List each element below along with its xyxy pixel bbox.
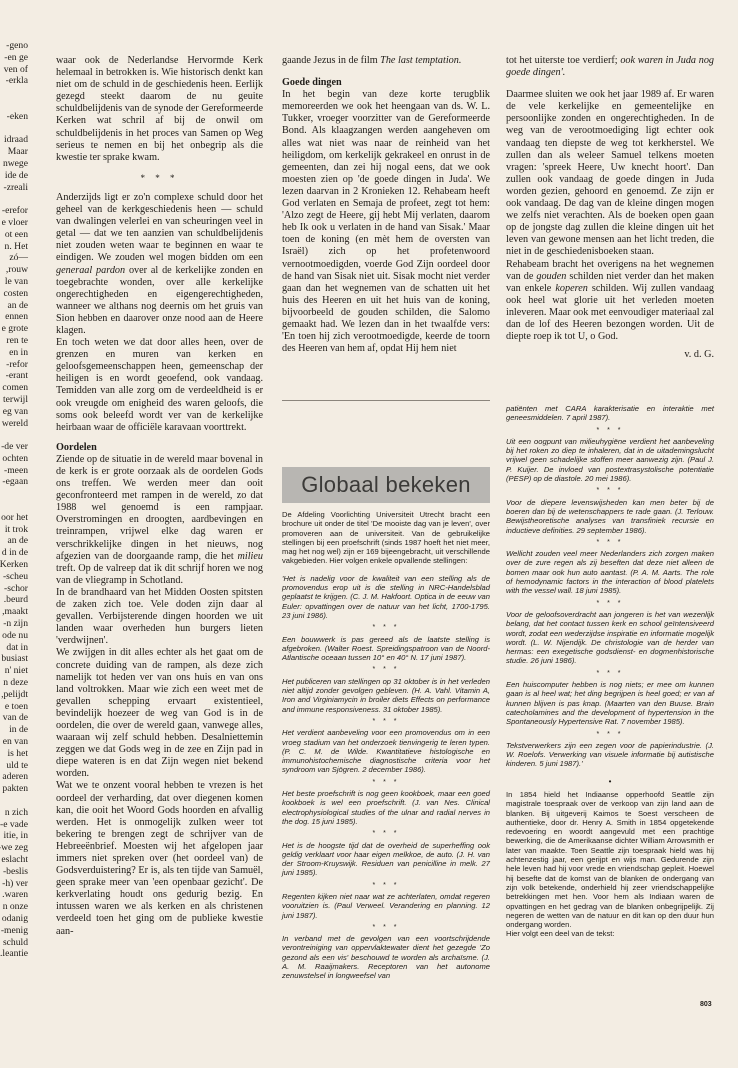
fragment-line: eslacht <box>1 853 28 865</box>
fragment-line: leantie. <box>0 948 28 960</box>
fragment-line: refor- <box>6 358 28 370</box>
box-title: Globaal bekeken <box>301 472 471 497</box>
fragment-line <box>0 429 28 441</box>
fragment-line: pelijdt, <box>1 688 28 700</box>
fragment-line: eg van <box>2 405 28 417</box>
fragment-line: le van <box>4 275 28 287</box>
box-column-right <box>506 404 714 1055</box>
bullet-divider: • <box>608 776 612 786</box>
item-divider-stars: * * * <box>596 426 624 434</box>
fragment-line <box>0 193 28 205</box>
item-divider-stars: * * * <box>372 624 400 632</box>
fragment-line: costen <box>3 287 28 299</box>
stelling-item: 'Het is nadelig voor de kwaliteit van een stelling als de promovendus erop uit is die stelling in NRC-Handelsblad geplaatst te krijgen. (C. J. M. Hakfoort. Optica in de eeuw van Euler: opvattingen over de natuur van het licht, 1700-1795. 23 juni 1986). <box>282 573 490 620</box>
fragment-line: —zó <box>9 252 28 264</box>
fragment-line: idraad <box>4 134 28 146</box>
col1-paragraph-1: waar ook de Nederlandse Hervormde Kerk helemaal in betrokken is. Wie historisch denkt kan niet om de schuld in de geschiedenis heen. Eerlijk gezegd steekt daarom de nu geuite schuldbelijdenis van de synode der Gereformeerde Kerken wat schril af bij de onwil om schuldbelijdenis in het proces van Samen op Weg serieus te nemen en bij het onbegrip als die kwestie ter sprake kwam. <box>56 55 263 163</box>
fragment-line: Kerken <box>0 559 28 571</box>
fragment-line: terwijl <box>2 393 28 405</box>
author-signature: v. d. G. <box>684 349 714 361</box>
fragment-line <box>0 87 28 99</box>
fragment-line: an de <box>7 535 28 547</box>
stelling-item: Voor de geloofsoverdracht aan jongeren is het van wezenlijk belang, dat het contact tussen kerk en school geïntensiveerd wordt, zodat een wederzijdse inspiratie en informatie mogelijk wordt. (L. W. Nijendijk. De christologie van de herder van hermas: een exegetische godsdienst- en dogmenhistorische studie. 26 juni 1986). <box>506 609 714 666</box>
stelling-item: Wellicht zouden veel meer Nederlanders zich zorgen maken over de zure regen als zij beseften dat deze niet alleen de bomen maar ook hun auto aantast. (P. A. M. Aarts. The role of hemodynamic factors in the interaction of blood platelets with the vessel wall. 18 juni 1985). <box>506 549 714 596</box>
fragment-line <box>0 488 28 500</box>
box-column-left <box>282 510 490 1055</box>
col1-paragraph-6: We zwijgen in dit alles echter als het gaat om de concrete duiding van de rampen, als deze zich namelijk tot heden ver van ons huis en van ons land voltrokken. Maar wie zich een weet met de gevallen schepping ervaart existentieel, bevindelijk hoezeer de weg van God is in de oordelen, die over de wereld gaan, vanwege alles, waaraan wij zelf schuld hebben. Desalniettemin zeggen we dat Gods weg in de zee en Zijn pad in diepe wateren is en dat Zijn wegen niet bekend worden. <box>56 647 263 780</box>
col1-paragraph-4: Ziende op de situatie in de wereld maar bovenal in de kerk is er grote oorzaak als de oordelen Gods ons treffen. We werden meer dan ooit geconfronteerd met rampen in de wereld, zo dat 1988 wel genoemd is een rampjaar. Overstromingen en droogten, aardbevingen en treinrampen, vrijwel elke dag waren er verschrikkelijke dingen in het nieuws, nog afgezien van de doorgaande ramp, die het milieu treft. Op de valreep dat ik dit schrijf horen we nog van de vliegramp in Schotland. <box>56 453 263 586</box>
fragment-line: van de <box>2 712 28 724</box>
stelling-item: Een bouwwerk is pas gereed als de laatste stelling is afgebroken. (Walter Roest. Spreidingspatroon van de Noord-Atlantische oceaan tussen 10° en 40° N. 17 juni 1987). <box>282 634 490 663</box>
fragment-line: dat in <box>6 641 28 653</box>
col3-paragraph-3: Rehabeam bracht het overigens na het wegnemen van de gouden schilden niet verder dan het maken van enkele koperen schilden. Wij zullen vandaag ook heel wat glorie uit het verleden moeten inleveren. Maar ook met eenvoudiger materiaal zal dan de lof des Heeren bezongen worden. Uit de diepte roep ik tot U, o God. <box>506 258 715 343</box>
fragment-line: waren. <box>2 889 28 901</box>
box-right-items <box>506 404 714 769</box>
item-divider-stars: * * * <box>596 487 624 495</box>
col3-paragraph-2: Daarmee sluiten we ook het jaar 1989 af. Er waren de vele kerkelijke en gemeentelijke en persoonlijke zonden en ongerechtigheden. In de weg van de verootmoediging ligt echter ook vandaag ten diepste de weg tot kerkherstel. We zullen dan als weleer Samuel telkens moeten vragen: 'spreek Heere, Uw knecht hoort'. Dan zullen ook vandaag de goede dingen in Juda worden gezien, gehoord en genoemd. Ze zijn er ook vandaag. De dag van de kleine dingen mogen we zelfs niet verachten. Als de boeken open gaan op de jongste dag zullen die kleine dingen uit het leven van gewone mensen aan het licht treden, die niet in de geschiedenisboeken staan. <box>506 89 714 258</box>
heading-goede-dingen: Goede dingen <box>282 77 342 89</box>
stelling-item: Het verdient aanbeveling voor een promovendus om in een vroeg stadium van het onderzoek tienvingerig te leren typen. (P. C. M. de Wilde. Kwantitatieve histologische en immunohistochemische diagnostische criteria voor het syndroom van Sjögren. 2 december 1986). <box>282 728 490 775</box>
stelling-item: Het publiceren van stellingen op 31 oktober is in het verleden niet altijd zonder gevolgen gebleven. (H. A. Vahl. Vitamin A, Iron and Virginiamycin in broiler diets Effects on performance and immune responsiveness. 31 oktober 1985). <box>282 676 490 714</box>
col1-paragraph-3: En toch weten we dat door alles heen, over de grenzen en muren van kerken en geloofsgemeenschappen heen, gemeenschap der heiligen is en wordt geoefend, ook vandaag. Temidden van alle zorg om de verdeeldheid is er ook vreugde om enigheid des waren geloofs, die soms ook beleefd wordt ver van de kerkelijke heirbaan waar de officiële karavaan voorttrekt. <box>56 337 263 433</box>
col2-paragraph-2: In het begin van deze korte terugblik memoreerden we ook het heengaan van ds. W. L. Tukker, vroeger voorzitter van de Gereformeerde Bond. Als klaagzangen werden aangeheven om alles wat niet was naar de reinheid van het heiligdom, om kerkelijk gekrakeel en onrust in de gemeenten, dan zei hij nogal eens, dat we ook moesten zien op 'de goede dingen in Juda'. We lezen daarvan in 2 Kronieken 12. Rehabeam heeft God verlaten en Semaja de profeet, zegt tot hem: 'Alzo zegt de Heere, gij hebt Mij verlaten, daarom heb Ik ook u verlaten in de hand van Sisak.' Maar toen de koning (en mèt hem de oversten van Israël) zich op het profetenwoord vernootmoedigden, voerde God Zijn oordeel door de hand van Sisak niet uit. Sisak mocht niet verder gaan dan het wegnemen van de schatten uit het huis des Heeren en uit het huis van de koning, bijvoorbeeld de gouden schilden, die Salomo gemaakt had. We lezen dan in het twaalfde vers: 'En toen hij zich verootmoedigde, keerde de toorn des Heeren van hem af, opdat Hij hem niet <box>282 89 490 355</box>
column-3 <box>506 55 714 400</box>
fragment-line: ennen <box>5 311 28 323</box>
stelling-item: Een huiscomputer hebben is nog niets; er mee om kunnen gaan is al heel wat; het ding begrijpen is heel goed; er van af kunnen blijven is pas knap. (Maarten van den Buuse. Brain catecholamines and the development of hypertension in the Spontaneously Hypertensive Rat. 7 november 1985). <box>506 680 714 727</box>
stelling-item: Uit een oogpunt van milieuhygiëne verdient het aanbeveling bij het roken zo diep te inhaleren, dat in de uitademingslucht vrijwel geen schadelijke stoffen meer aanwezig zijn. (Paul J. P. Kuijer. De invloed van postextrasystolische potentiatie (PESP) op de diastole. 20 mei 1986). <box>506 436 714 484</box>
fragment-line: geno- <box>6 40 28 51</box>
box-left-items <box>282 574 490 981</box>
item-divider-stars: * * * <box>372 717 400 725</box>
item-divider-stars: * * * <box>596 730 624 738</box>
item-divider-stars: * * * <box>596 538 624 546</box>
fragment-line: schuld <box>2 936 28 948</box>
fragment-line: n' niet <box>4 665 28 677</box>
fragment-line: nwege <box>2 157 28 169</box>
fragment-line: n zich <box>4 806 28 818</box>
fragment-line: in de <box>9 724 28 736</box>
fragment-line: e vade- <box>0 818 28 830</box>
col1-paragraph-7: Wat we te onzent vooral hebben te vrezen is het oordeel der verharding, dat over diegenen komen kan, die ooit het Woord Gods hoorden en afvallig werden. Het is onmogelijk zulken weer tot bekering te brengen zegt de schrijver van de Hebreeënbrief. Moesten wij het afgelopen jaar immers niet spreken over (het oordeel van) de Godsverduistering? Er is, als ten tijde van Samuël, geen sprake meer van 'een openbaar gezicht'. De kerkverlating houdt ons gedurig bezig. En intussen waren we als kerken en als christenen verdeeld toen het ging om de publieke kwestie aan- <box>56 780 263 937</box>
fragment-line: de ver- <box>1 441 28 453</box>
item-divider-stars: * * * <box>372 923 400 931</box>
fragment-line: oor het <box>1 511 28 523</box>
item-divider-stars: * * * <box>372 666 400 674</box>
fragment-line: rouw, <box>5 264 28 276</box>
fragment-line: h) ver- <box>2 877 28 889</box>
fragment-line: erkla- <box>5 75 28 87</box>
fragment-line: pakten <box>2 783 28 795</box>
item-divider-stars: * * * <box>372 881 400 889</box>
fragment-line: ot een <box>4 228 28 240</box>
fragment-line: ochten <box>2 452 28 464</box>
page-number: 803 <box>700 1001 712 1008</box>
heading-oordelen: Oordelen <box>56 441 97 453</box>
fragment-line: ven of <box>3 63 28 75</box>
item-divider-stars: * * * <box>372 778 400 786</box>
stelling-item: Tekstverwerkers zijn een zegen voor de papierindustrie. (J. W. Roelofs. Verwerking van visuele informatie bij autistische kinderen. 5 juni 1987).' <box>506 740 714 769</box>
fragment-line: comen <box>2 382 28 394</box>
item-divider-stars: * * * <box>372 830 400 838</box>
fragment-line: schor- <box>4 582 28 594</box>
fragment-line: en van <box>2 736 28 748</box>
fragment-line: n zijn- <box>3 618 28 630</box>
stelling-item: Regenten kijken niet naar wat ze achterlaten, omdat regeren vooruitzien is. (Paul Verweel. Verandering en planning. 12 juni 1987). <box>282 891 490 920</box>
fragment-line: aderen <box>2 771 28 783</box>
box-intro: De Afdeling Voorlichting Universiteit Utrecht bracht een brochure uit onder de titel 'De mooiste dag van je leven', over promoveren aan de universiteit. Van de gebruikelijke stellingen bij een proefschrift (sinds 1987 hoeft het niet meer, mag het nog wel) zijn er 169 bijeengebracht, uit verschillende vakgebieden. Hier volgen enkele opvallende stellingen: <box>282 510 490 566</box>
fragment-line: odanig <box>1 912 28 924</box>
item-divider-stars: * * * <box>596 599 624 607</box>
column-rule <box>282 400 490 401</box>
stelling-item: Het is de hoogste tijd dat de overheid de superheffing ook geldig verklaart voor haar eigen melkkoe, de auto. (J. H. van der Stroom-Kruyswijk. Residuen van penicilline in melk. 27 juni 1985). <box>282 840 490 878</box>
fragment-line: n onze <box>2 901 28 913</box>
fragment-line: beurd. <box>3 594 28 606</box>
fragment-line: eken- <box>6 110 28 122</box>
fragment-line: scheu- <box>2 570 28 582</box>
fragment-line <box>0 500 28 512</box>
fragment-line: erefor- <box>1 205 28 217</box>
section-divider-stars: * * * <box>140 172 179 183</box>
fragment-line <box>0 99 28 111</box>
fragment-line: beslis- <box>2 865 28 877</box>
fragment-line: maakt, <box>2 606 28 618</box>
column-1 <box>56 55 263 1055</box>
fragment-line: n. Het <box>4 240 28 252</box>
stelling-item: Voor de diepere levenswijsheden kan men beter bij de boeren dan bij de wetenschappers te rade gaan. (J. Terlouw. Bewijstheoretische analyses van transfiniek recursie en inductieve definities. 29 september 1986). <box>506 497 714 535</box>
fragment-line: en in <box>9 346 28 358</box>
fragment-line: e vloer <box>1 216 28 228</box>
fragment-line: wereld <box>1 417 28 429</box>
fragment-line: n deze <box>3 677 28 689</box>
fragment-line <box>0 795 28 807</box>
fragment-line: meen- <box>4 464 28 476</box>
fragment-line: an de <box>7 299 28 311</box>
fragment-line: egaan- <box>2 476 28 488</box>
fragment-line: ide de <box>4 169 28 181</box>
fragment-line: e grote <box>1 323 28 335</box>
col1-paragraph-5: In de brandhaard van het Midden Oosten spitsten de zaken zich toe. Vele doden zijn daar al gevallen. Verbijsterende dingen hoorden we uit landen waar overheden hun burgers lieten 'verdwijnen'. <box>56 586 263 647</box>
fragment-line <box>0 123 28 135</box>
col1-paragraph-2: Anderzijds ligt er zo'n complexe schuld door het geheel van de kerkgeschiedenis heen — schuld van dwalingen velerlei en van scheuringen veel in getal — dat we ten aanzien van schuldbelijdenis niet zouden weten waar te beginnen en waar te eindigen. We zouden wel mogen bidden om een generaal pardon over al de kerkelijke zonden en toegebrachte wonden, over alle kerkelijke ongerechtigheden en eigengerechtigheden, wanneer we althans nog deernis om het gruis van Sion hebben en daarover onze nood aan de Heere klagen. <box>56 191 263 336</box>
stelling-item: In verband met de gevolgen van een voortschrijdende verontreiniging van oppervlaktewater dient het gezegde 'Zo gezond als een vis' beschouwd te worden als archaïsme. (J. A. M. Raaijmakers. Receptoren van het autonome zenuwstelsel in longweefsel van <box>282 934 490 981</box>
fragment-line: we zeg <box>1 842 28 854</box>
item-divider-stars: * * * <box>596 669 624 677</box>
fragment-line: busiast <box>1 653 28 665</box>
fragment-line: en ge- <box>4 51 28 63</box>
seattle-paragraph-end: Hier volgt een deel van de tekst: <box>506 929 615 939</box>
col2-paragraph-1: gaande Jezus in de film The last temptation. <box>282 55 462 66</box>
seattle-paragraph: In 1854 hield het Indiaanse opperhoofd Seattle zijn magistrale toespraak over de verkoop van zijn land aan de blanken. Bij uitgeverij Kaimos te Soest verscheen de authentieke, door dr. Henry A. Smith in 1854 opgetekende redevoering en woordt aangevuld met een prachtige bewerking, die de Amerikaanse dichter William Arrowsmith er later van maakte. Toen Seattle zijn toespraak hield was hij achtenzestig jaar, een gerijpt en wijs man. Gedurende zijn hele leven had hij voor vrede en vriendschap gepleit. Hoewel hij besefte dat de komst van de blanken de ondergang van zijn volk betekende, onderhield hij zeer vriendschappelijke betrekkingen met hen. Voor hem als Indiaan waren de opvattingen en het gedrag van de blanken onbegrijpelijk. Zij negeren de wetten van de natuur en dit kan op den duur hun ondergang worden. <box>506 789 714 930</box>
fragment-line: it trok <box>4 523 28 535</box>
fragment-line: e toen <box>4 700 28 712</box>
fragment-line: Maar <box>7 146 28 158</box>
fragment-line: is het <box>7 747 28 759</box>
fragment-line: erant- <box>5 370 28 382</box>
column-2 <box>282 55 490 400</box>
fragment-line: itie, in <box>3 830 28 842</box>
stelling-item: Het beste proefschrift is nog geen kookboek, maar een goed kookboek is wel een proefschrift. (J. van Nes. Clinical electrophysiological studies of the ulnar and radial nerves in the dog. 15 juni 1985). <box>282 789 490 826</box>
fragment-line: zreali- <box>3 181 28 193</box>
fragment-line: menig- <box>0 924 28 936</box>
fragment-line: ode nu <box>2 629 28 641</box>
left-page-fragment <box>0 40 28 960</box>
fragment-line: uld te <box>6 759 28 771</box>
fragment-line: ren te <box>6 334 28 346</box>
col3-paragraph-1: tot het uiterste toe verdierf; ook waren in Juda nog goede dingen'. <box>506 55 715 79</box>
stelling-item: patiënten met CARA karakterisatie en interaktie met geneesmiddelen. 7 april 1987). <box>506 404 714 423</box>
fragment-line: d in de <box>1 547 28 559</box>
